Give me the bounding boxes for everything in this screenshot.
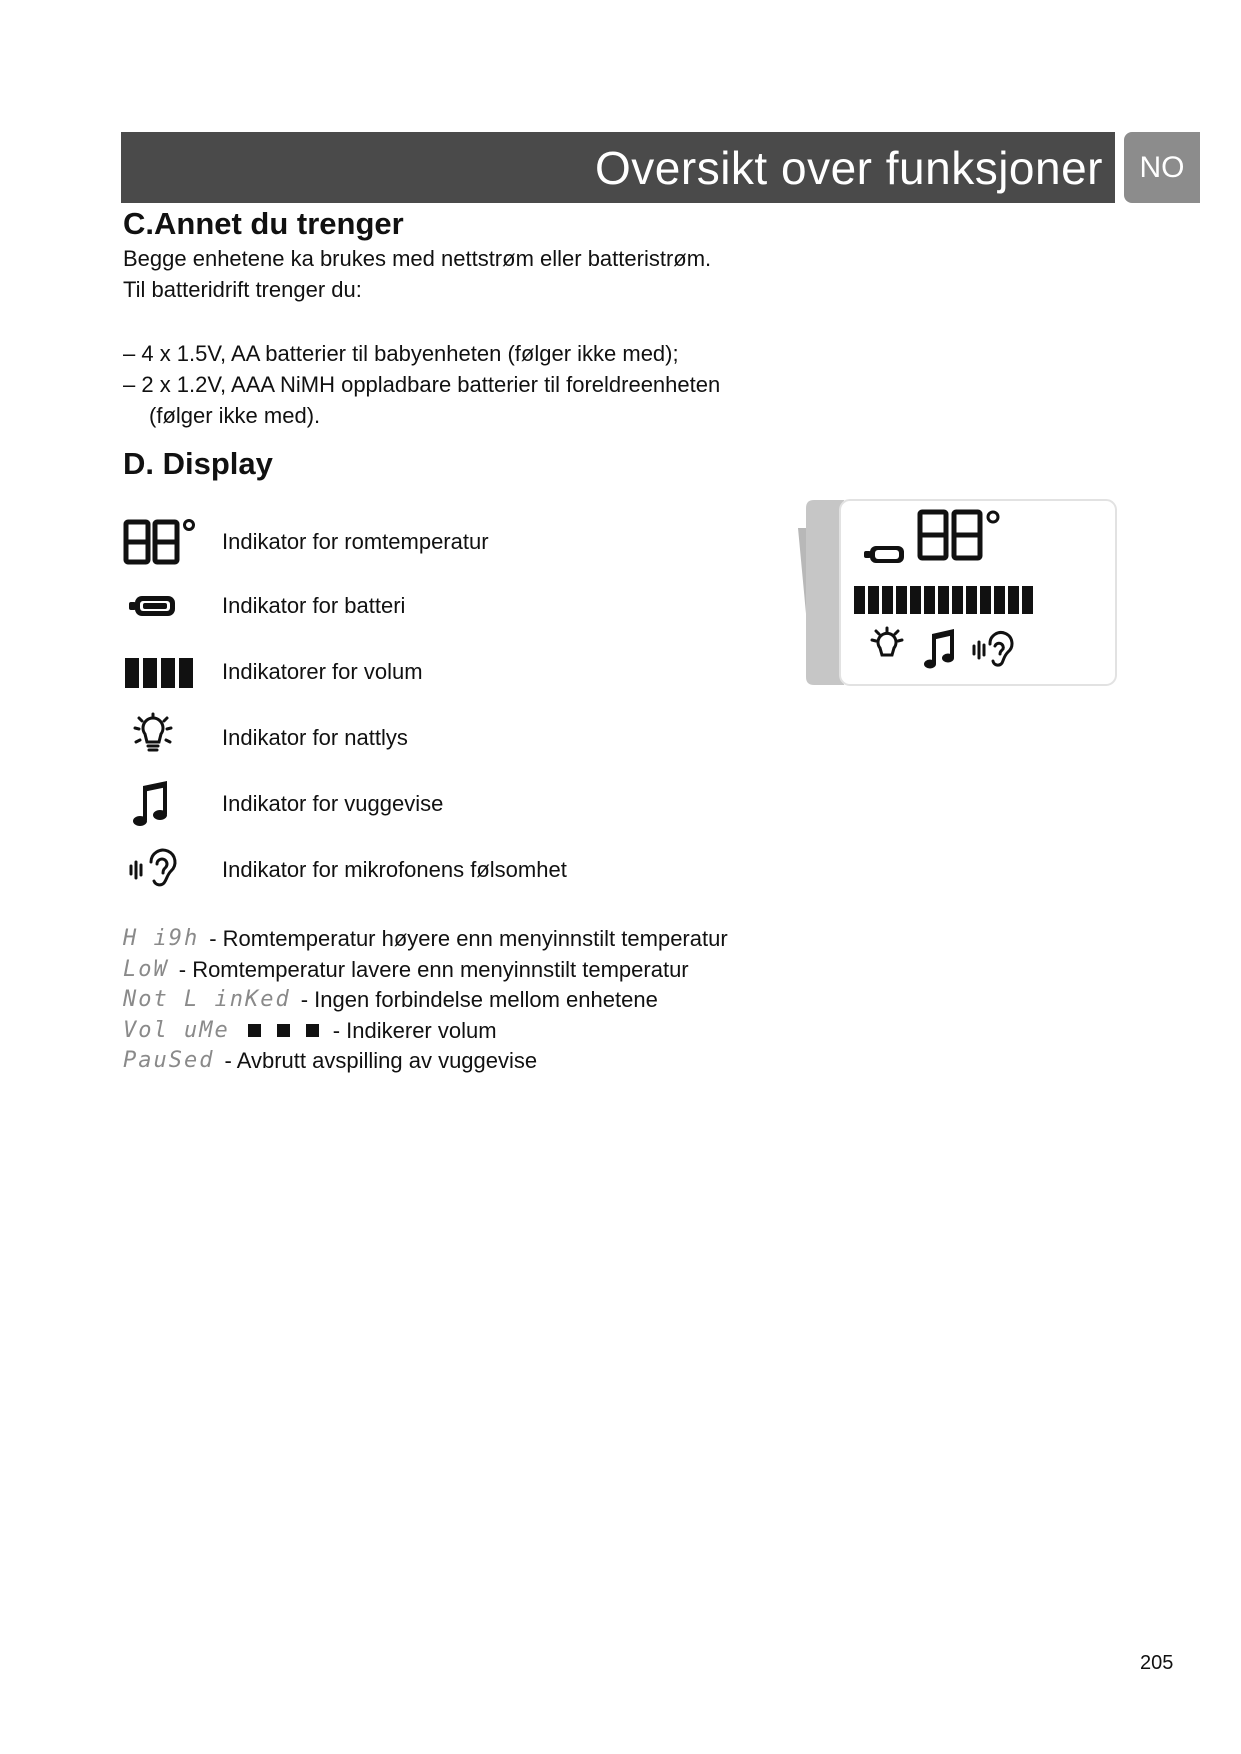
message-description: - Ingen forbindelse mellom enhetene: [300, 987, 658, 1012]
lcd-code: Vol uMe: [123, 1017, 230, 1043]
indicator-row: [123, 708, 823, 768]
message-description: - Avbrutt avspilling av vuggevise: [224, 1048, 538, 1073]
message-row: [123, 1016, 728, 1047]
indicator-row: [123, 774, 823, 834]
message-row: [123, 1046, 728, 1077]
intro-line: Til batteridrift trenger du:: [123, 277, 362, 302]
nightlight-icon: [123, 708, 203, 768]
indicator-label: Indikator for vuggevise: [222, 791, 444, 816]
indicator-row: [123, 512, 823, 572]
indicator-label: Indikator for mikrofonens følsomhet: [222, 857, 567, 882]
indicator-label: Indikator for batteri: [222, 593, 406, 618]
lcd-code: Not L inKed: [123, 987, 291, 1012]
ear-sensitivity-icon: [123, 840, 203, 900]
volume-square: [277, 1024, 290, 1037]
indicator-label: Indikator for romtemperatur: [222, 529, 489, 554]
language-tab: NO: [1124, 132, 1200, 203]
message-description: - Romtemperatur lavere enn menyinnstilt temperatur: [178, 956, 689, 982]
intro-line: Begge enhetene ka brukes med nettstrøm eller batteristrøm.: [123, 246, 712, 271]
volume-square: [306, 1024, 319, 1037]
message-description: - Romtemperatur høyere enn menyinnstilt temperatur: [209, 926, 728, 951]
list-item: – 4 x 1.5V, AA batterier til babyenheten (følger ikke med);: [123, 341, 679, 366]
indicator-row: [123, 576, 823, 636]
section-c-heading: C.Annet du trenger: [123, 206, 404, 241]
indicator-row: [123, 642, 823, 702]
page-number: 205: [1140, 1652, 1174, 1674]
indicator-label: Indikator for nattlys: [222, 725, 408, 750]
list-item-continuation: (følger ikke med).: [149, 403, 321, 428]
battery-icon: [123, 576, 203, 636]
message-description: - Indikerer volum: [332, 1017, 497, 1043]
volume-square: [248, 1024, 261, 1037]
display-messages: [123, 924, 728, 1077]
lcd-code: LoW: [123, 956, 169, 982]
message-row: [123, 924, 728, 955]
page-title: Oversikt over funksjoner: [595, 141, 1103, 194]
lcd-code: PauSed: [123, 1048, 215, 1073]
message-row: [123, 955, 728, 986]
indicator-label: Indikatorer for volum: [222, 659, 423, 684]
battery-list: [123, 338, 720, 431]
list-item: – 2 x 1.2V, AAA NiMH oppladbare batterier til foreldreenheten: [123, 372, 721, 397]
display-illustration: [790, 485, 1120, 692]
section-d-heading: D. Display: [123, 446, 273, 481]
display-digits: 88: [790, 485, 808, 502]
section-c-intro: [123, 243, 711, 305]
header-bar: [121, 132, 1115, 203]
volume-bars-icon: [123, 642, 203, 702]
indicator-row: [123, 840, 823, 900]
message-row: [123, 985, 728, 1016]
music-note-icon: [123, 774, 203, 834]
temperature-digits-icon: [123, 512, 203, 572]
lcd-code: H i9h: [123, 926, 200, 951]
